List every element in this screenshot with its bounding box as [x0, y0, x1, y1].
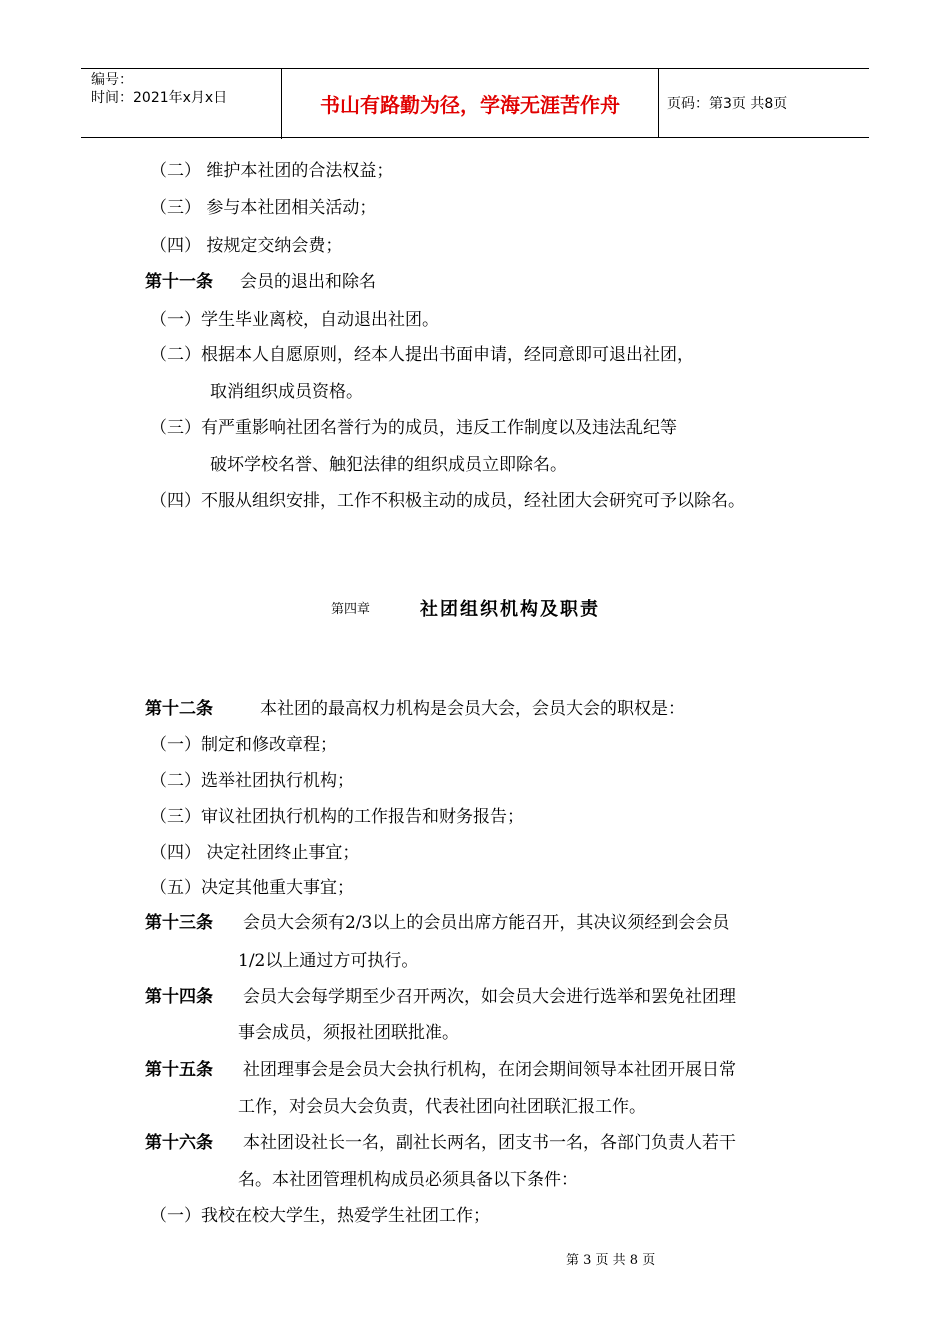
- chapter-title: 社团组织机构及职责: [420, 599, 600, 620]
- page-header: [81, 68, 869, 138]
- article-text: 社团理事会是会员大会执行机构，在闭会期间领导本社团开展日常: [243, 1060, 736, 1080]
- article-heading: 第十三条: [145, 913, 213, 933]
- article-text-continuation: 工作，对会员大会负责，代表社团向社团联汇报工作。: [238, 1097, 646, 1117]
- doc-number-label: 编号：: [91, 72, 133, 88]
- list-item: （二）选举社团执行机构；: [150, 771, 354, 791]
- list-item: （三） 参与本社团相关活动；: [150, 198, 377, 218]
- list-item: （二）根据本人自愿原则，经本人提出书面申请，经同意即可退出社团，: [150, 345, 694, 365]
- article-text: 会员的退出和除名: [240, 272, 376, 292]
- list-item: （五）决定其他重大事宜；: [150, 878, 354, 898]
- header-page-info: 页码：第3页 共8页: [667, 96, 788, 112]
- list-item: （一）学生毕业离校，自动退出社团。: [150, 310, 439, 330]
- article-text: 会员大会每学期至少召开两次，如会员大会进行选举和罢免社团理: [243, 987, 736, 1007]
- list-item: （二） 维护本社团的合法权益；: [150, 161, 394, 181]
- list-item: （四） 决定社团终止事宜；: [150, 843, 360, 863]
- article-heading: 第十二条: [145, 699, 213, 719]
- list-item: （一）制定和修改章程；: [150, 735, 337, 755]
- list-item: （四）不服从组织安排，工作不积极主动的成员，经社团大会研究可予以除名。: [150, 491, 745, 511]
- article-text-continuation: 名。本社团管理机构成员必须具备以下条件：: [238, 1170, 578, 1190]
- article-heading: 第十四条: [145, 987, 213, 1007]
- article-heading: 第十五条: [145, 1060, 213, 1080]
- article-heading: 第十六条: [145, 1133, 213, 1153]
- list-item: （三）审议社团执行机构的工作报告和财务报告；: [150, 807, 524, 827]
- article-text-continuation: 事会成员，须报社团联批准。: [238, 1023, 459, 1043]
- list-item-continuation: 取消组织成员资格。: [210, 382, 363, 402]
- article-text: 会员大会须有2/3以上的会员出席方能召开，其决议须经到会会员: [243, 913, 730, 933]
- header-motto: 书山有路勤为径，学海无涯苦作舟: [282, 69, 659, 137]
- list-item: （一）我校在校大学生，热爱学生社团工作；: [150, 1206, 490, 1226]
- list-item: （四） 按规定交纳会费；: [150, 236, 343, 256]
- page-footer: 第 3 页 共 8 页: [566, 1253, 656, 1268]
- doc-date: 时间：2021年x月x日: [91, 90, 228, 106]
- article-text: 本社团设社长一名，副社长两名，团支书一名，各部门负责人若干: [243, 1133, 736, 1153]
- list-item: （三）有严重影响社团名誉行为的成员，违反工作制度以及违法乱纪等: [150, 418, 677, 438]
- article-text: 本社团的最高权力机构是会员大会，会员大会的职权是：: [260, 699, 685, 719]
- article-heading: 第十一条: [145, 272, 213, 292]
- header-meta: [81, 69, 282, 139]
- chapter-label: 第四章: [331, 602, 371, 617]
- article-text-continuation: 1/2以上通过方可执行。: [238, 951, 419, 971]
- list-item-continuation: 破坏学校名誉、触犯法律的组织成员立即除名。: [210, 455, 567, 475]
